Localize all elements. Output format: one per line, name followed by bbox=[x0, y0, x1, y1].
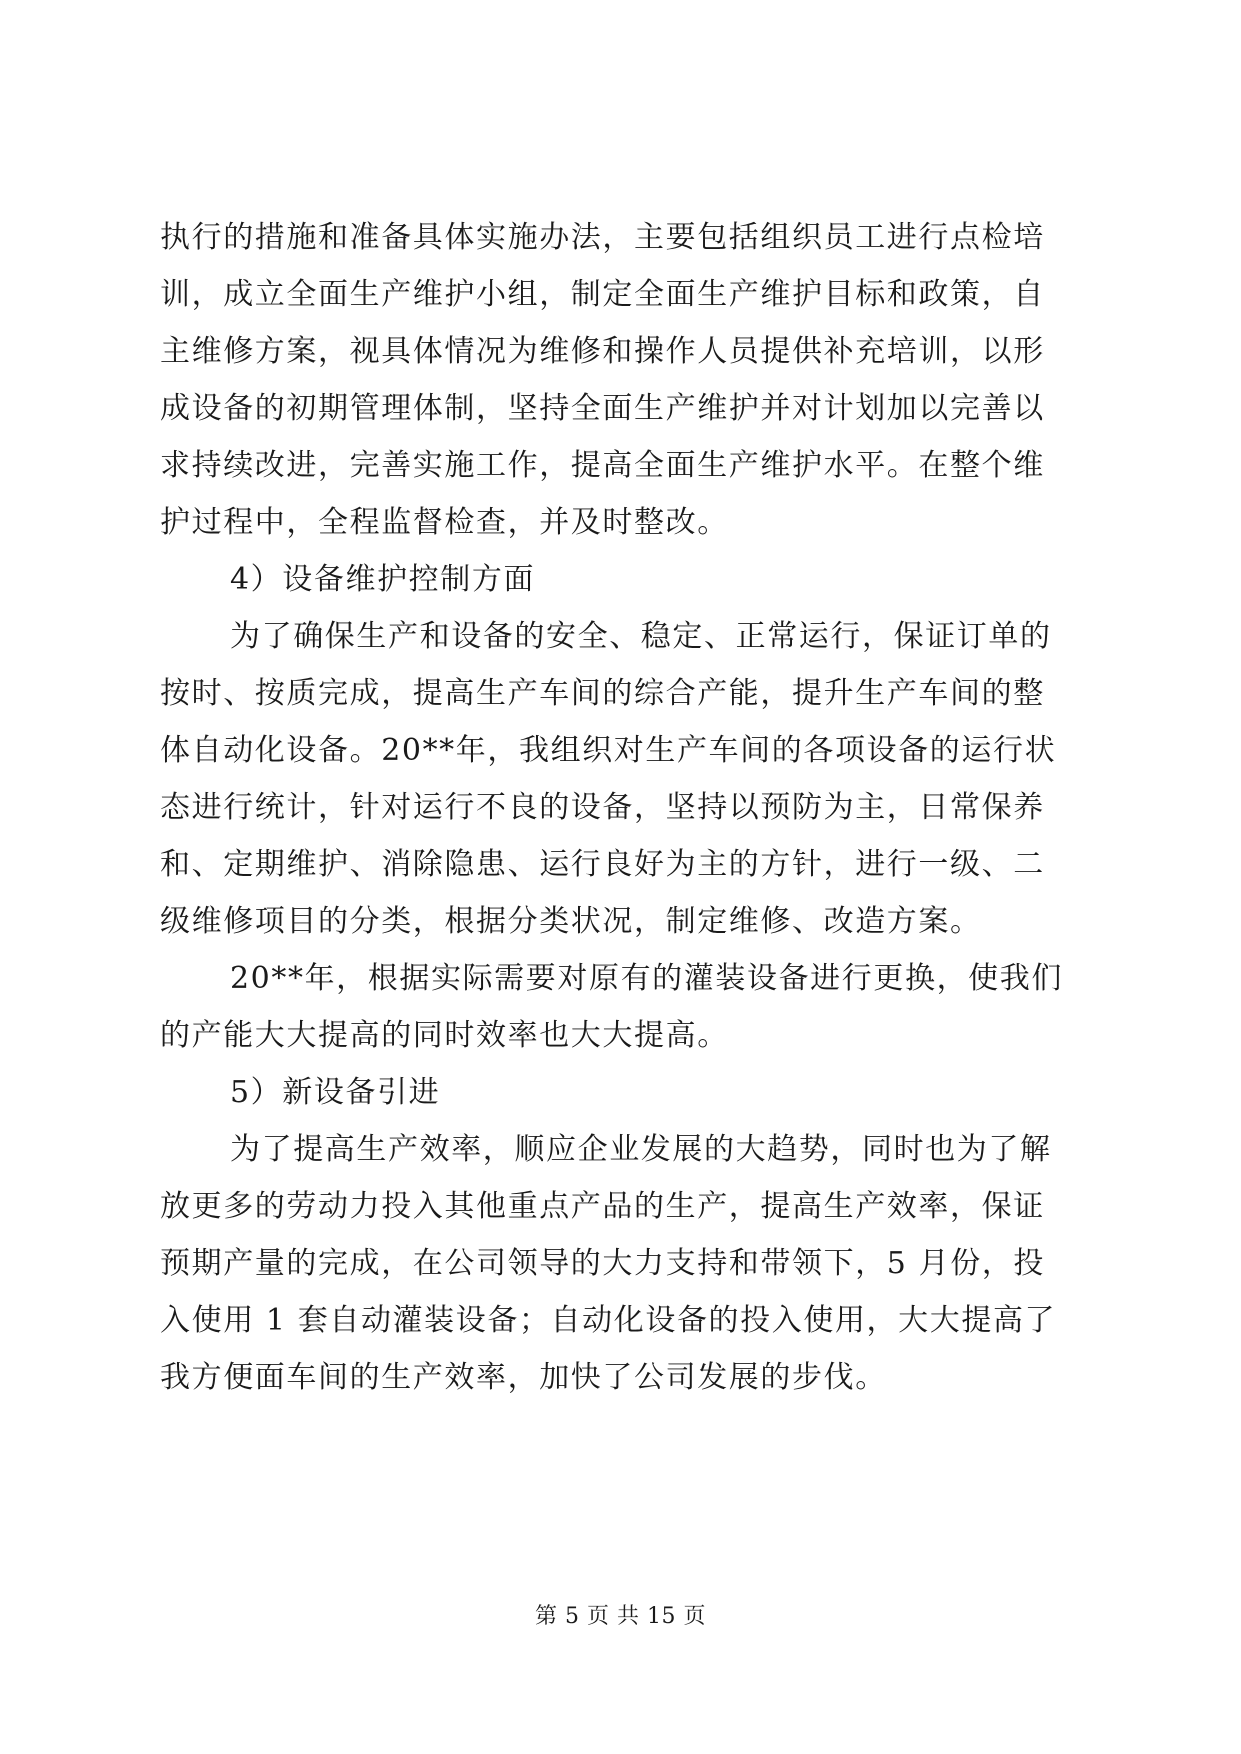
paragraph-line: 为了确保生产和设备的安全、稳定、正常运行，保证订单的 bbox=[230, 619, 1052, 654]
paragraph-line: 成设备的初期管理体制，坚持全面生产维护并对计划加以完善以 bbox=[160, 391, 1045, 426]
paragraph-line: 20**年，根据实际需要对原有的灌装设备进行更换，使我们 bbox=[230, 961, 1063, 996]
paragraph-line: 训，成立全面生产维护小组，制定全面生产维护目标和政策，自 bbox=[160, 277, 1045, 312]
paragraph-line: 和、定期维护、消除隐患、运行良好为主的方针，进行一级、二 bbox=[160, 847, 1045, 882]
section-heading-equipment-maintenance: 4）设备维护控制方面 bbox=[230, 562, 536, 597]
paragraph-line: 预期产量的完成，在公司领导的大力支持和带领下，5 月份，投 bbox=[160, 1246, 1046, 1281]
paragraph-line: 级维修项目的分类，根据分类状况，制定维修、改造方案。 bbox=[160, 904, 982, 939]
paragraph-line: 求持续改进，完善实施工作，提高全面生产维护水平。在整个维 bbox=[160, 448, 1045, 483]
paragraph-line: 按时、按质完成，提高生产车间的综合产能，提升生产车间的整 bbox=[160, 676, 1045, 711]
paragraph-line: 入使用 1 套自动灌装设备；自动化设备的投入使用，大大提高了 bbox=[160, 1303, 1057, 1338]
paragraph-line: 态进行统计，针对运行不良的设备，坚持以预防为主，日常保养 bbox=[160, 790, 1045, 825]
paragraph-line: 为了提高生产效率，顺应企业发展的大趋势，同时也为了解 bbox=[230, 1132, 1052, 1167]
page-number-footer: 第 5 页 共 15 页 bbox=[535, 1604, 706, 1629]
paragraph-line: 护过程中，全程监督检查，并及时整改。 bbox=[160, 505, 729, 540]
paragraph-line: 我方便面车间的生产效率，加快了公司发展的步伐。 bbox=[160, 1360, 887, 1395]
paragraph-line: 执行的措施和准备具体实施办法，主要包括组织员工进行点检培 bbox=[160, 220, 1045, 255]
paragraph-line: 放更多的劳动力投入其他重点产品的生产，提高生产效率，保证 bbox=[160, 1189, 1045, 1224]
paragraph-line: 的产能大大提高的同时效率也大大提高。 bbox=[160, 1018, 729, 1053]
paragraph-line: 主维修方案，视具体情况为维修和操作人员提供补充培训，以形 bbox=[160, 334, 1045, 369]
paragraph-line: 体自动化设备。20**年，我组织对生产车间的各项设备的运行状 bbox=[160, 733, 1057, 768]
section-heading-new-equipment: 5）新设备引进 bbox=[230, 1075, 441, 1110]
